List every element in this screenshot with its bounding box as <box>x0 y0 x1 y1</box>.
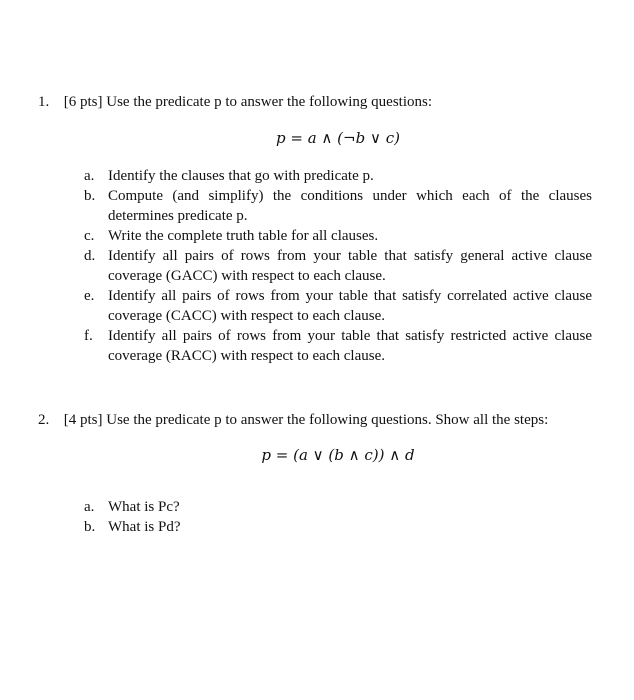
q1-item-d-letter: d. <box>84 248 96 264</box>
question-2-formula: p = (a ∨ (b ∧ c)) ∧ d <box>261 446 415 464</box>
q1-item-d <box>38 246 592 286</box>
question-1-subitems <box>38 166 598 366</box>
q1-item-b <box>38 186 592 226</box>
question-1-text: [6 pts] Use the predicate p to answer the following questions: <box>63 94 432 110</box>
q1-item-f-text: Identify all pairs of rows from your table that satisfy restricted active clause coverage (RACC) with respect to each clause. <box>108 328 592 364</box>
q1-item-d-text: Identify all pairs of rows from your table that satisfy general active clause coverage (GACC) with respect to each clause. <box>108 248 592 284</box>
question-1 <box>38 92 598 366</box>
q2-item-a <box>38 497 592 517</box>
q1-item-f <box>38 326 592 366</box>
question-1-number: 1. <box>38 94 50 110</box>
q1-item-c <box>38 226 592 246</box>
question-2-text: [4 pts] Use the predicate p to answer the following questions. Show all the steps: <box>63 412 549 428</box>
q2-item-b-text: What is Pd? <box>108 519 181 535</box>
q1-item-c-letter: c. <box>84 228 95 244</box>
q1-item-b-text: Compute (and simplify) the conditions under which each of the clauses determines predicate p. <box>108 188 592 224</box>
q2-item-a-text: What is Pc? <box>108 499 180 515</box>
question-2-header <box>38 410 598 430</box>
q1-item-a-text: Identify the clauses that go with predicate p. <box>108 168 374 184</box>
q1-item-e-text: Identify all pairs of rows from your table that satisfy correlated active clause coverage (CACC) with respect to each clause. <box>108 288 592 324</box>
q1-item-e <box>38 286 592 326</box>
question-1-formula: p = a ∧ (¬b ∨ c) <box>276 129 400 147</box>
q1-item-e-letter: e. <box>84 288 95 304</box>
q2-item-b-letter: b. <box>84 519 96 535</box>
question-2-subitems <box>38 497 598 537</box>
question-1-header <box>38 92 598 112</box>
q1-item-b-letter: b. <box>84 188 96 204</box>
q2-item-b <box>38 517 592 537</box>
q1-item-f-letter: f. <box>84 328 93 344</box>
question-2-number: 2. <box>38 412 50 428</box>
q1-item-c-text: Write the complete truth table for all clauses. <box>108 228 379 244</box>
question-2 <box>38 410 598 537</box>
q1-item-a <box>38 166 592 186</box>
q2-item-a-letter: a. <box>84 499 95 515</box>
q1-item-a-letter: a. <box>84 168 95 184</box>
